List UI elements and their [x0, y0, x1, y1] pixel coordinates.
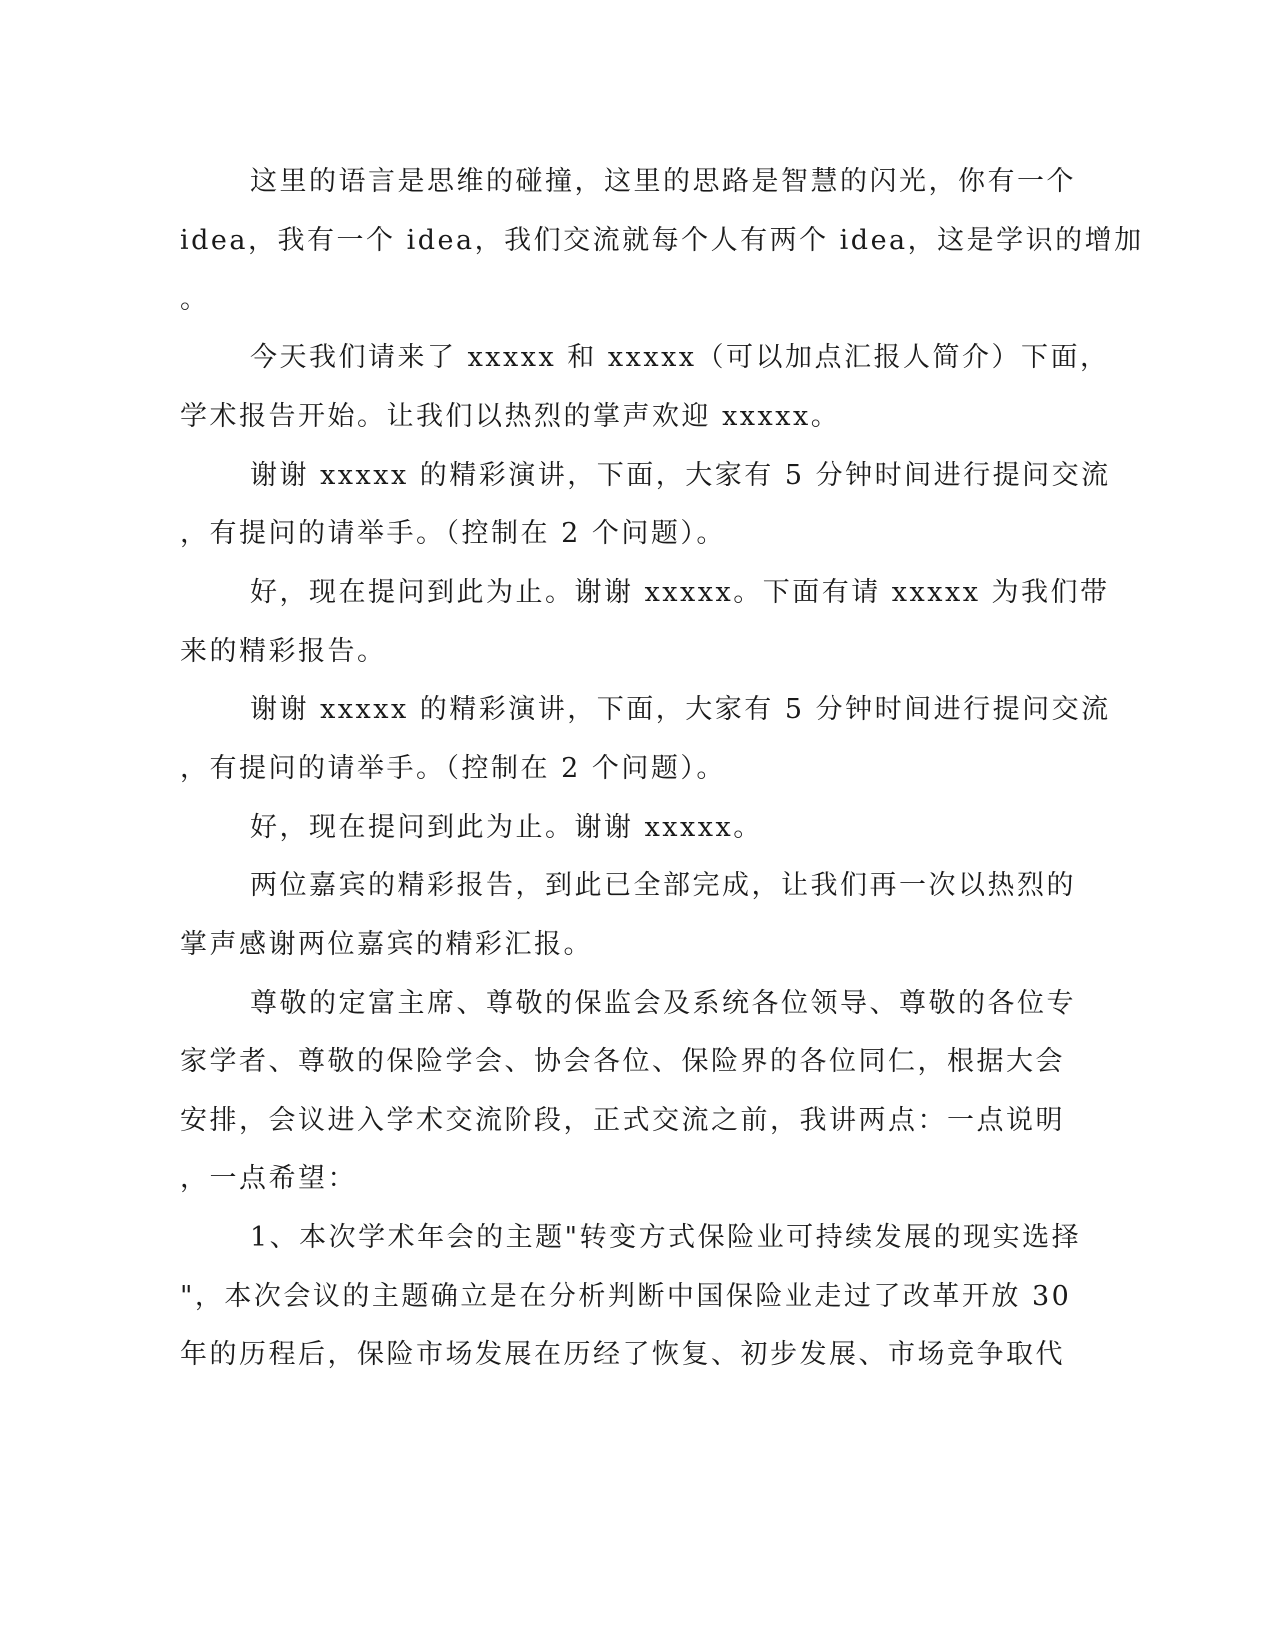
text-line: 掌声感谢两位嘉宾的精彩汇报。: [180, 929, 593, 960]
text-line: 安排，会议进入学术交流阶段，正式交流之前，我讲两点：一点说明: [180, 1105, 1065, 1136]
text-line: 好，现在提问到此为止。谢谢 xxxxx。: [250, 812, 763, 843]
text-line: 两位嘉宾的精彩报告，到此已全部完成，让我们再一次以热烈的: [250, 870, 1076, 901]
text-line: 尊敬的定富主席、尊敬的保监会及系统各位领导、尊敬的各位专: [250, 988, 1076, 1019]
text-line: 。: [180, 284, 210, 315]
text-line: 家学者、尊敬的保险学会、协会各位、保险界的各位同仁，根据大会: [180, 1046, 1065, 1077]
text-line: ，有提问的请举手。（控制在 2 个问题）。: [180, 753, 726, 784]
text-line: 年的历程后，保险市场发展在历经了恢复、初步发展、市场竞争取代: [180, 1339, 1065, 1370]
text-line: 好，现在提问到此为止。谢谢 xxxxx。下面有请 xxxxx 为我们带: [250, 577, 1110, 608]
text-line: 谢谢 xxxxx 的精彩演讲，下面，大家有 5 分钟时间进行提问交流: [250, 694, 1111, 725]
text-line: "，本次会议的主题确立是在分析判断中国保险业走过了改革开放 30: [180, 1281, 1072, 1312]
text-line: 今天我们请来了 xxxxx 和 xxxxx（可以加点汇报人简介）下面，: [250, 342, 1110, 373]
text-line: 这里的语言是思维的碰撞，这里的思路是智慧的闪光，你有一个: [250, 166, 1076, 197]
text-line: idea，我有一个 idea，我们交流就每个人有两个 idea，这是学识的增加: [180, 225, 1144, 256]
text-line: 来的精彩报告。: [180, 636, 387, 667]
text-line: 1、本次学术年会的主题"转变方式保险业可持续发展的现实选择: [250, 1222, 1082, 1253]
text-line: ，有提问的请举手。（控制在 2 个问题）。: [180, 518, 726, 549]
text-line: 谢谢 xxxxx 的精彩演讲，下面，大家有 5 分钟时间进行提问交流: [250, 460, 1111, 491]
text-line: ，一点希望：: [180, 1163, 357, 1194]
text-line: 学术报告开始。让我们以热烈的掌声欢迎 xxxxx。: [180, 401, 841, 432]
